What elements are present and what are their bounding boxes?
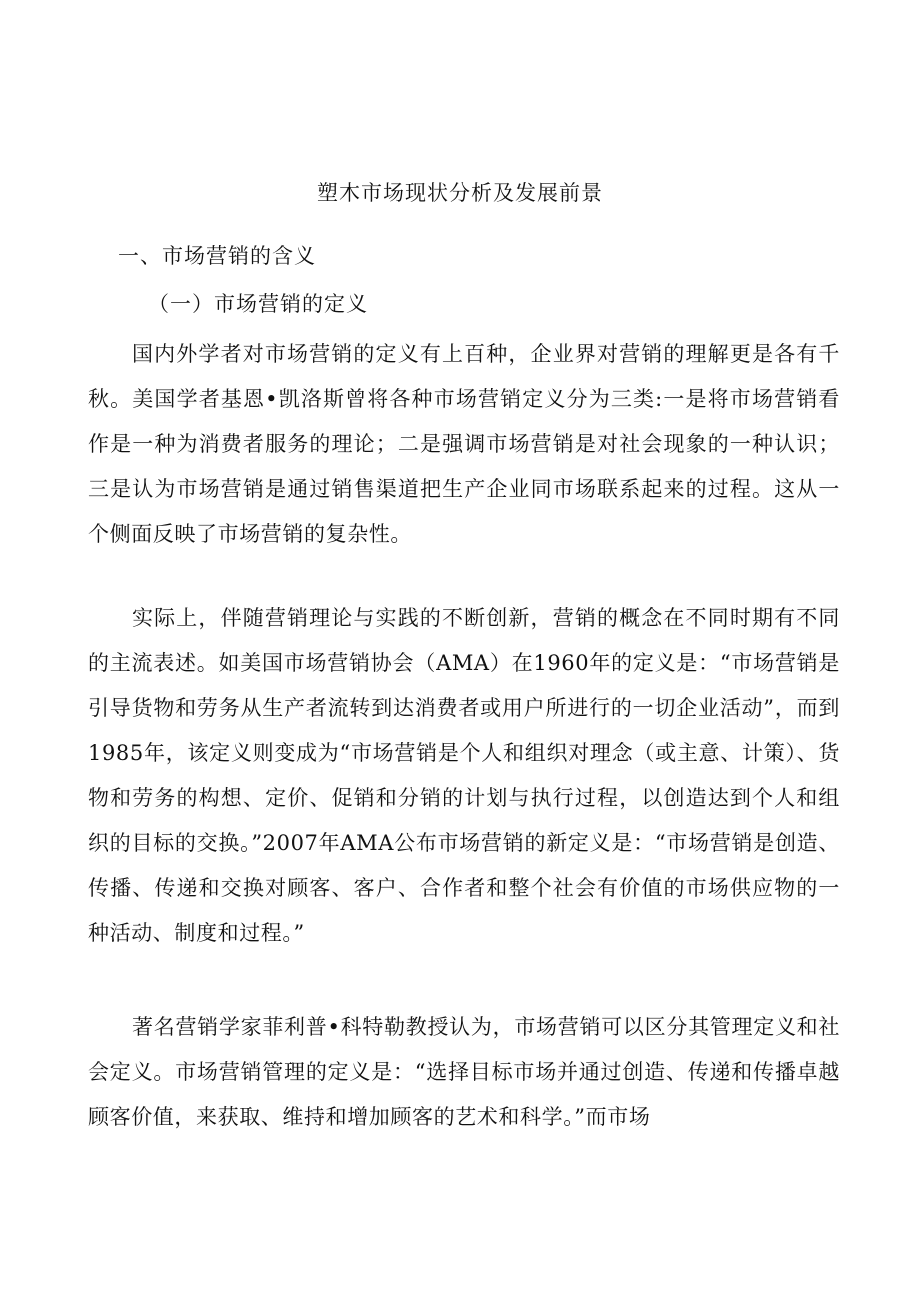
paragraph-3: 著名营销学家菲利普•科特勒教授认为，市场营销可以区分其管理定义和社会定义。市场营销管理的定义是：“选择目标市场并通过创造、传递和传播卓越顾客价值，来获取、维持和增加顾客的艺术和科学。”而市场 [88, 1015, 840, 1129]
section-heading: 一、市场营销的含义 [118, 244, 316, 268]
document-title: 塑木市场现状分析及发展前景 [317, 181, 603, 205]
subsection-heading: （一）市场营销的定义 [148, 292, 368, 316]
paragraph-2: 实际上，伴随营销理论与实践的不断创新，营销的概念在不同时期有不同的主流表述。如美国市场营销协会（AMA）在1960年的定义是：“市场营销是引导货物和劳务从生产者流转到达消费者或用户所进行的一切企业活动”，而到1985年，该定义则变成为“市场营销是个人和组织对理念（或主意、计策）、货物和劳务的构想、定价、促销和分销的计划与执行过程，以创造达到个人和组织的目标的交换。”2007年AMA公布市场营销的新定义是：“市场营销是创造、传播、传递和交换对顾客、客户、合作者和整个社会有价值的市场供应物的一种活动、制度和过程。” [88, 606, 840, 945]
paragraph-1: 国内外学者对市场营销的定义有上百种，企业界对营销的理解更是各有千秋。美国学者基恩•凯洛斯曾将各种市场营销定义分为三类:一是将市场营销看作是一种为消费者服务的理论；二是强调市场营销是对社会现象的一种认识；三是认为市场营销是通过销售渠道把生产企业同市场联系起来的过程。这从一个侧面反映了市场营销的复杂性。 [88, 342, 840, 546]
